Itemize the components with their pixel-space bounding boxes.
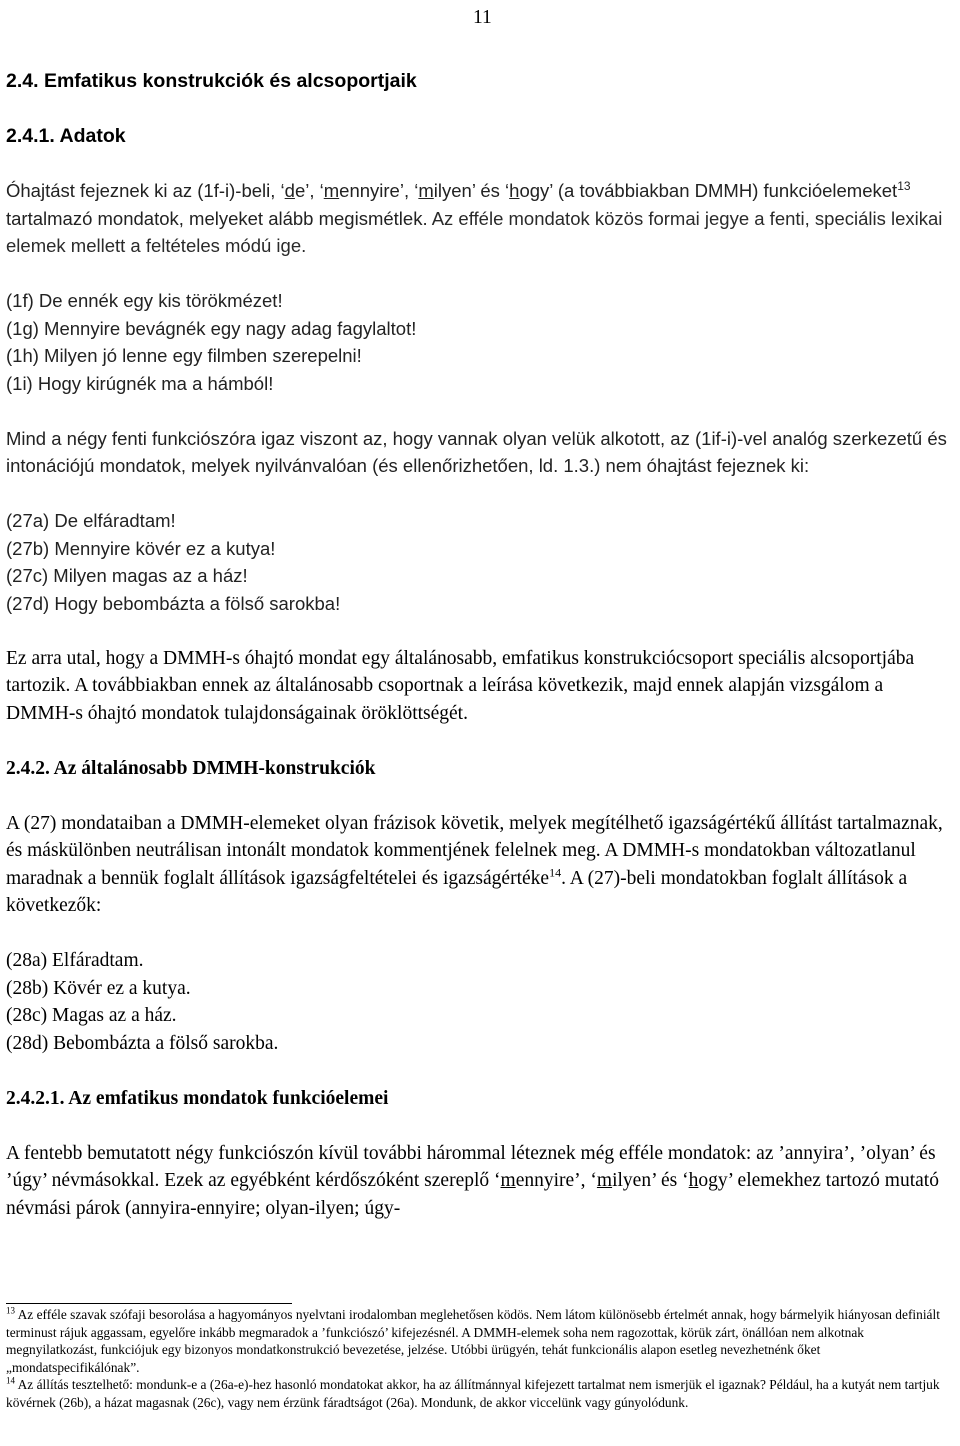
footnote-separator [6, 1303, 292, 1304]
example-item: (1h) Milyen jó lenne egy filmben szerepelni! [6, 345, 362, 366]
examples-list-1 [6, 287, 951, 397]
example-item: (27b) Mennyire kövér ez a kutya! [6, 537, 276, 559]
paragraph-group: Ez arra utal, hogy a DMMH-s óhajtó mondat egy általánosabb, emfatikus konstrukciócsoport speciális alcsoportjába tartozik. A továbbiakban ennek az általánosabb csoportnak a leírása következik, majd ennek alapján vizsgálom a DMMH-s óhajtó mondatok tulajdonságainak öröklöttségét. [6, 647, 915, 724]
example-item: (27d) Hogy bebombázta a fölső sarokba! [6, 592, 341, 614]
example-item: (28d) Bebombázta a fölső sarokba. [6, 1032, 279, 1054]
example-item: (1i) Hogy kirúgnék ma a hámból! [6, 372, 274, 394]
subsection-heading: 2.4.1. Adatok [6, 124, 126, 147]
example-item: (28a) Elfáradtam. [6, 950, 144, 971]
examples-list-3 [6, 947, 951, 1057]
footnotes [6, 1306, 951, 1412]
example-item: (1f) De ennék egy kis törökmézet! [6, 290, 283, 311]
example-item: (27a) De elfáradtam! [6, 510, 176, 531]
section-heading: 2.4. Emfatikus konstrukciók és alcsoportjaik [6, 70, 417, 92]
footnote-14: $^{14}$ Az állítás tesztelhető: mondunk-e a (26a-e)-hez hasonló mondatokat akkor, ha az állítmánnyal kifejezett tartalmat nem ismerjük el igaznak? Például, ha a kutyát nem tartjuk kövérnek (26b), a házat magasnak (26c), vagy nem érzünk fáradtságot (26a). Mondunk, de akkor viccelünk vagy gúnyolódunk. [6, 1375, 940, 1410]
footnote-13: $^{13}$ Az efféle szavak szófaji besorolása a hagyományos nyelvtani irodalomban meglehetősen ködös. Nem látom különösebb értelmét annak, hogy bármelyik hiányosan definiált terminust rájuk aggassam, egyelőre inkább megmaradok a ’funkciószó’ kifejezésnél. A DMMH-elemek soha nem ragozottak, körük zárt, önállóan nem alkotnak megnyilatkozást, funkciójuk egy bizonyos mondatkonstrukció bevezetése, jelzése. Utóbbi ürügyén, tehát funkcionális alapon esetleg nevezhetnénk őket „mondatspecifikálónak”. [6, 1305, 940, 1375]
paragraph-analysis: Mind a négy fenti funkciószóra igaz viszont az, hogy vannak olyan velük alkotott, az (1if-i)-vel analóg szerkezetű és intonációjú mondatok, melyek nyilvánvalóan (és ellenőrizhetően, ld. 1.3.) nem óhajtást fejeznek ki: [6, 427, 947, 476]
paragraph-constructions: A (27) mondataiban a DMMH-elemeket olyan frázisok követik, melyek megítélhető igazságértékű állítást tartalmaznak, és máskülönben neutrálisan intonált mondatok kommentjének felelnek meg. A DMMH-s mondatokban változatlanul maradnak a bennük foglalt állítások igazságfeltételei és igazságértéke$^{14}$. A (27)-beli mondatokban foglalt állítások a következők: [6, 812, 943, 916]
example-item: (28b) Kövér ez a kutya. [6, 977, 191, 999]
paragraph-function-elements: A fentebb bemutatott négy funkciószón kívül további hárommal léteznek még efféle mondatok: az ’annyira’, ’olyan’ és ’úgy’ névmásokkal. Ezek az egyébként kérdőszóként szereplő ‘mennyire’, ‘milyen’ és ‘hogy’ elemekhez tartozó mutató névmási párok (annyira-ennyire; olyan-ilyen; úgy- [6, 1142, 939, 1219]
examples-list-2 [6, 507, 951, 617]
example-item: (28c) Magas az a ház. [6, 1005, 177, 1026]
example-item: (27c) Milyen magas az a ház! [6, 565, 248, 586]
example-item: (1g) Mennyire bevágnék egy nagy adag fagylaltot! [6, 317, 417, 339]
page-number: 11 [473, 7, 492, 28]
page-body [6, 68, 951, 1250]
subsection-3-heading: 2.4.2.1. Az emfatikus mondatok funkcióelemei [6, 1087, 389, 1109]
subsection-2-heading: 2.4.2. Az általánosabb DMMH-konstrukciók [6, 757, 376, 779]
paragraph-intro: Óhajtást fejeznek ki az (1f-i)-beli, ‘de’, ‘mennyire’, ‘milyen’ és ‘hogy’ (a továbbiakban DMMH) funkcióelemeket$^{13}$ tartalmazó mondatok, melyeket alább megismétlek. Az efféle mondatok közös formai jegye a fenti, speciális lexikai elemek mellett a feltételes módú ige. [6, 178, 943, 256]
